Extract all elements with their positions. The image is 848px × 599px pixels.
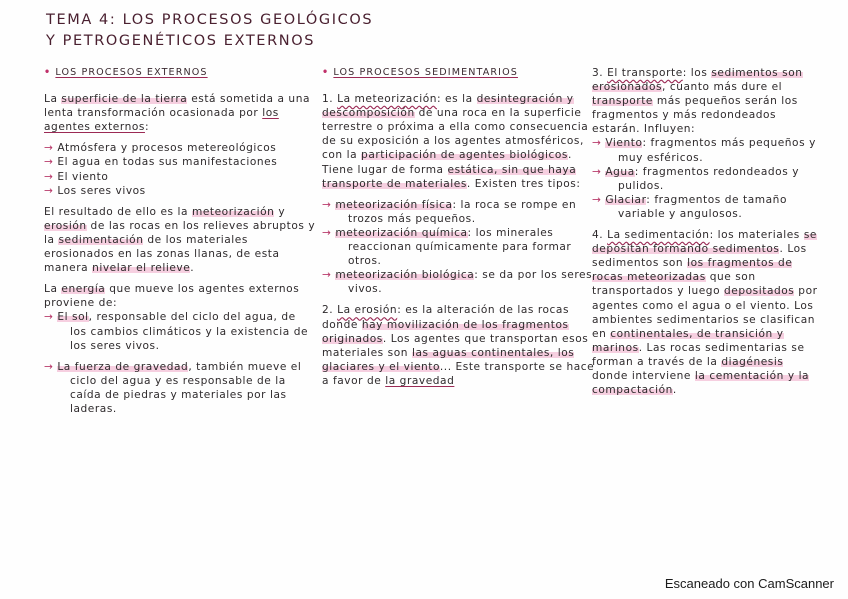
list-item-viento: → Viento: fragmentos más pequeños y muy esféricos. <box>592 137 816 164</box>
arrow-icon: → <box>44 311 58 324</box>
list-item: → El viento <box>44 170 109 183</box>
list-item: → Atmósfera y procesos metereológicos <box>44 142 277 155</box>
arrow-icon: → <box>322 269 336 282</box>
list-item-agua: → Agua: fragmentos redondeados y pulidos. <box>592 165 800 192</box>
list-item-sol: → El sol, responsable del ciclo del agua, de los cambios climáticos y la existencia de los seres vivos. <box>44 311 309 352</box>
meteorizacion-paragraph: 1. La meteorización: es la desintegración y descomposición de una roca en la superficie terrestre o próxima a ella como consecuencia de su exposición a los agentes atmosféricos, con la participación de agentes biológicos. Tiene lugar de forma estática, sin que haya transporte de materiales. Existen tres tipos: <box>322 93 589 190</box>
arrow-icon: → <box>592 137 606 150</box>
arrow-icon: → <box>44 170 58 183</box>
arrow-icon: → <box>44 184 58 197</box>
list-item-quimica: → meteorización química: los minerales reaccionan químicamente para formar otros. <box>322 226 572 268</box>
column-procesos-sedimentarios <box>322 66 600 388</box>
list-item-gravedad: → La fuerza de gravedad, también mueve el ciclo del agua y es responsable de la caída de piedras y materiales por las laderas. <box>44 360 302 415</box>
bullet-icon: • <box>44 67 52 78</box>
arrow-icon: → <box>592 193 606 206</box>
arrow-icon: → <box>44 156 58 169</box>
arrow-icon: → <box>322 198 336 211</box>
arrow-icon: → <box>44 360 58 373</box>
arrow-icon: → <box>322 226 336 239</box>
bullet-icon: • <box>322 67 330 78</box>
transporte-paragraph: 3. El transporte: los sedimentos son erosionados, cuanto más dure el transporte más pequeños serán los fragmentos y más redondeados estarán. Influyen: <box>592 67 803 136</box>
list-item-biologica: → meteorización biológica: se da por los seres vivos. <box>322 269 593 296</box>
section-heading-procesos-externos: • LOS PROCESOS EXTERNOS <box>44 67 208 78</box>
list-item-fisica: → meteorización física: la roca se rompe en trozos más pequeños. <box>322 198 577 225</box>
resultado-paragraph: El resultado de ello es la meteorización y erosión de las rocas en los relieves abruptos y la sedimentación de los materiales erosionados en las zonas llanas, de esta manera nivelar el relieve. <box>44 205 316 275</box>
column-procesos-externos <box>44 66 316 416</box>
list-item: → El agua en todas sus manifestaciones <box>44 156 278 169</box>
intro-paragraph: La superficie de la tierra está sometida a una lenta transformación ocasionada por los agentes externos: <box>44 93 310 134</box>
list-item-glaciar: → Glaciar: fragmentos de tamaño variable y angulosos. <box>592 193 787 220</box>
camscanner-watermark: Escaneado con CamScanner <box>664 576 834 591</box>
sedimentacion-paragraph: 4. La sedimentación: los materiales se depositan formando sedimentos. Los sedimentos son los fragmentos de rocas meteorizadas que son transportados y luego depositados por agentes como el agua o el viento. Los ambientes sedimentarios se clasifican en continentales, de transición y marinos. Las rocas sedimentarias se forman a través de la diagénesis donde interviene la cementación y la compactación. <box>592 229 818 397</box>
column-transporte-sedimentacion <box>592 66 822 397</box>
erosion-paragraph: 2. La erosión: es la alteración de las rocas donde hay movilización de los fragmentos originados. Los agentes que transportan esos materiales son las aguas continentales, los glaciares y el viento... Este transporte se hace a favor de la gravedad <box>322 304 595 387</box>
arrow-icon: → <box>44 142 58 155</box>
section-heading-procesos-sedimentarios: • LOS PROCESOS SEDIMENTARIOS <box>322 67 518 78</box>
page-title: TEMA 4: LOS PROCESOS GEOLÓGICOS Y PETROGENÉTICOS EXTERNOS <box>46 12 374 49</box>
arrow-icon: → <box>592 165 606 178</box>
energia-paragraph: La energía que mueve los agentes externos proviene de: <box>44 283 300 310</box>
list-item: → Los seres vivos <box>44 184 146 197</box>
